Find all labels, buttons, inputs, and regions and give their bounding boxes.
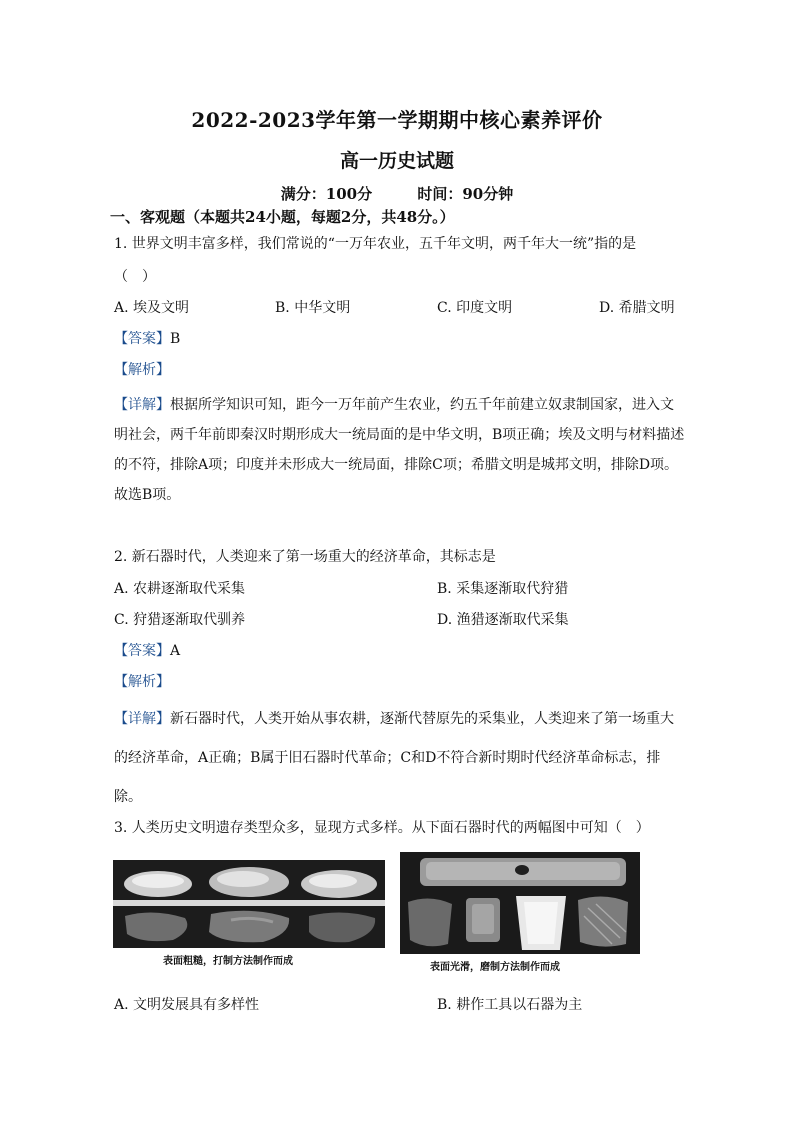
q3-stem: 3. 人类历史文明遗存类型众多，显现方式多样。从下面石器时代的两幅图中可知（ ） (114, 820, 650, 836)
q2-answer (114, 640, 180, 660)
q2-detail-line-3: 除。 (114, 789, 142, 805)
full-score: 满分：100分 (280, 185, 373, 203)
q1-detail-line-1: 根据所学知识可知，距今一万年前产生农业，约五千年前建立奴隶制国家，进入文 (170, 397, 674, 413)
polished-stone-tools-image (400, 852, 640, 974)
image2-caption: 表面光滑，磨制方法制作而成 (430, 962, 560, 973)
q2-option-c: C. 狩猎逐渐取代驯养 (114, 612, 246, 628)
exam-subtitle: 高一历史试题 (339, 150, 454, 172)
q1-detail-line-4: 故选B项。 (114, 487, 181, 503)
section-heading: 一、客观题（本题共24小题，每题2分，共48分。） (110, 208, 455, 226)
q2-detail-line-1: 新石器时代，人类开始从事农耕，逐渐代替原先的采集业，人类迎来了第一场重大 (170, 711, 674, 727)
answer-value: B (170, 331, 181, 347)
q1-paren: （ ） (114, 269, 156, 285)
q2-detail-line-2: 的经济革命，A正确；B属于旧石器时代革命；C和D不符合新时期时代经济革命标志，排 (114, 750, 661, 766)
q3-option-a: A. 文明发展具有多样性 (114, 997, 260, 1013)
answer-value: A (170, 643, 181, 659)
q1-detail-line-3: 的不符，排除A项；印度并未形成大一统局面，排除C项；希腊文明是城邦文明，排除D项。 (114, 457, 679, 473)
answer-tag: 【答案】 (114, 643, 170, 659)
q3-option-b: B. 耕作工具以石器为主 (437, 997, 583, 1013)
q2-option-a: A. 农耕逐渐取代采集 (114, 581, 246, 597)
q1-analysis-tag: 【解析】 (114, 362, 170, 378)
q2-analysis-tag: 【解析】 (114, 674, 170, 690)
chipped-stone-tools-image (113, 860, 385, 970)
detail-tag: 【详解】 (114, 397, 170, 413)
exam-title: 2022-2023学年第一学期期中核心素养评价 (191, 108, 603, 132)
q2-detail (114, 700, 684, 817)
q2-option-d: D. 渔猎逐渐取代采集 (437, 612, 569, 628)
q2-stem: 2. 新石器时代，人类迎来了第一场重大的经济革命，其标志是 (114, 549, 496, 565)
q1-detail (114, 390, 684, 510)
image1-caption: 表面粗糙，打制方法制作而成 (163, 956, 293, 967)
q1-stem: 1. 世界文明丰富多样，我们常说的“一万年农业，五千年文明，两千年大一统”指的是 (114, 236, 637, 252)
exam-time: 时间：90分钟 (417, 185, 514, 203)
polished-stone-tools-photo (400, 852, 640, 974)
q1-option-b: B. 中华文明 (275, 300, 351, 316)
answer-tag: 【答案】 (114, 331, 170, 347)
exam-info (0, 183, 794, 204)
detail-tag: 【详解】 (114, 711, 170, 727)
q1-option-c: C. 印度文明 (437, 300, 513, 316)
q2-option-b: B. 采集逐渐取代狩猎 (437, 581, 569, 597)
q1-detail-line-2: 明社会，两千年前即秦汉时期形成大一统局面的是中华文明，B项正确；埃及文明与材料描述 (114, 427, 685, 443)
q1-answer (114, 328, 180, 348)
q1-option-d: D. 希腊文明 (599, 300, 675, 316)
q1-option-a: A. 埃及文明 (114, 300, 190, 316)
